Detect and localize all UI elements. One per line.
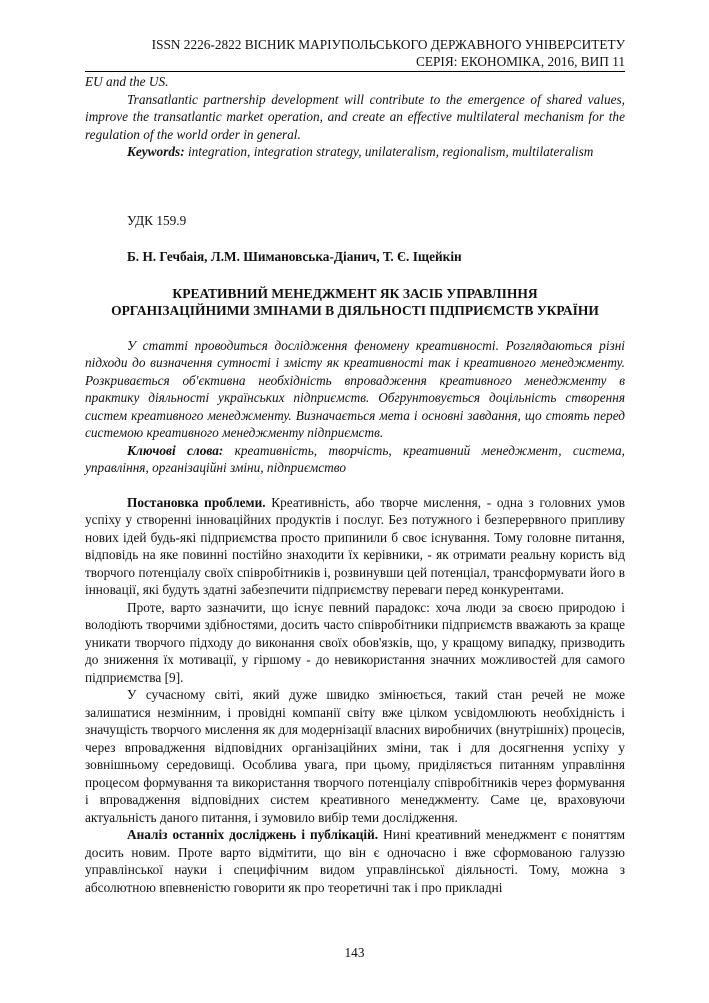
section-label: Постановка проблеми. [127, 494, 266, 510]
ukrainian-keywords [85, 442, 625, 477]
paragraph-modern-world: У сучасному світі, який дуже швидко змінюється, такий стан речей не може залишатися незмінним, і провідні компанії світу вже цілком усвідомлюють необхідність і значущість творчого мислення як для модернізації власних виробничих (внутрішніх) процесів, через впровадження відповідних організаційних зміни, так і для досягнення успіху у зовнішньому середовищі. Особлива увага, при цьому, приділяється питанням управління процесом формування та використання творчого потенціалу співробітників через формування і впровадження відповідних систем креативного менеджменту. Саме це, враховуючи актуальність даного питання, і зумовило вибір теми дослідження. [85, 687, 625, 825]
title-line-2: ОРГАНІЗАЦІЙНИМИ ЗМІНАМИ В ДІЯЛЬНОСТІ ПІДПРИЄМСТВ УКРАЇНИ [111, 303, 599, 318]
header-divider [85, 71, 625, 72]
header-line-2: СЕРІЯ: ЕКОНОМІКА, 2016, ВИП 11 [416, 54, 625, 69]
title-line-1: КРЕАТИВНИЙ МЕНЕДЖМЕНТ ЯК ЗАСІБ УПРАВЛІННЯ [172, 285, 538, 301]
abstract-text: У статті проводиться дослідження феномену креативності. Розглядаються різні підходи до визначення сутності і змісту як креативності так і креативного менеджменту. Розкривається об'єктивна необхідність впровадження креативного менеджменту в практику діяльності українських підприємств. Обгрунтовується доцільність створення систем креативного менеджменту. Визначається мета і основні завдання, що стоять перед системою креативного менеджменту підприємств. [85, 337, 625, 440]
page-number: 143 [344, 945, 365, 960]
udk-code: УДК 159.9 [127, 212, 187, 228]
journal-header [85, 36, 625, 70]
paragraph-paradox: Проте, варто зазначити, що існує певний парадокс: хоча люди за своєю природою і володіють творчими здібностями, досить часто співробітники підприємств вважають за краще уникати творчого підходу до виконання своїх обов'язків, що, у кращому випадку, призводить до зниження їх мотивації, у гіршому - до невикористання значних можливостей для самого підприємства [9]. [85, 599, 625, 685]
header-line-1: ISSN 2226-2822 ВІСНИК МАРІУПОЛЬСЬКОГО ДЕРЖАВНОГО УНІВЕРСИТЕТУ [151, 37, 625, 52]
keywords-text: креативність, творчість, креативний менеджмент, система, управління, організаційні зміни, підприємство [85, 442, 625, 475]
authors: Б. Н. Гечбаія, Л.М. Шимановська-Діанич, Т. Є. Іщейкін [127, 249, 462, 264]
keywords-text: integration, integration strategy, unilateralism, regionalism, multilateralism [184, 144, 594, 159]
page [85, 36, 625, 896]
paragraph-problem [85, 494, 625, 599]
abstract-tail: EU and the US. [85, 74, 169, 89]
keywords-label: Keywords: [127, 144, 185, 159]
paragraph-text: Нині креативний менеджмент є поняттям досить новим. Проте варто відмітити, що він є одночасно і вже сформованою галуззю управлінської науки і специфічним видом управлінської діяльності. Тому, можна з абсолютною впевненістю говорити як про теоретичні так і про прикладні [85, 827, 625, 895]
keywords-label: Ключові слова: [127, 442, 224, 458]
english-keywords [85, 143, 625, 161]
paragraph-text: Креативність, або творче мислення, - одна з головних умов успіху у створенні інноваційних продуктів і послуг. Без потужного і безперервного припливу нових ідей будь-які підприємства просто припинили б своє існування. Тому головне питання, відповідь на яке повинні постійно знаходити їх керівники, - як отримати реальну користь від творчого потенціалу своїх співробітників і, розвинувши цей потенціал, трансформувати його в інновації, які будуть здатні забезпечити підприємству переваги перед конкурентами. [85, 494, 625, 597]
ukrainian-abstract [85, 337, 625, 477]
paragraph-analysis [85, 826, 625, 896]
section-label: Аналіз останніх досліджень і публікацій. [127, 827, 379, 842]
article-title [85, 285, 625, 320]
article-body [85, 494, 625, 897]
abstract-paragraph: Transatlantic partnership development will contribute to the emergence of shared values, improve the transatlantic market operation, and create an effective multilateral mechanism for the regulation of the world order in general. [85, 91, 625, 142]
english-abstract [85, 73, 625, 161]
